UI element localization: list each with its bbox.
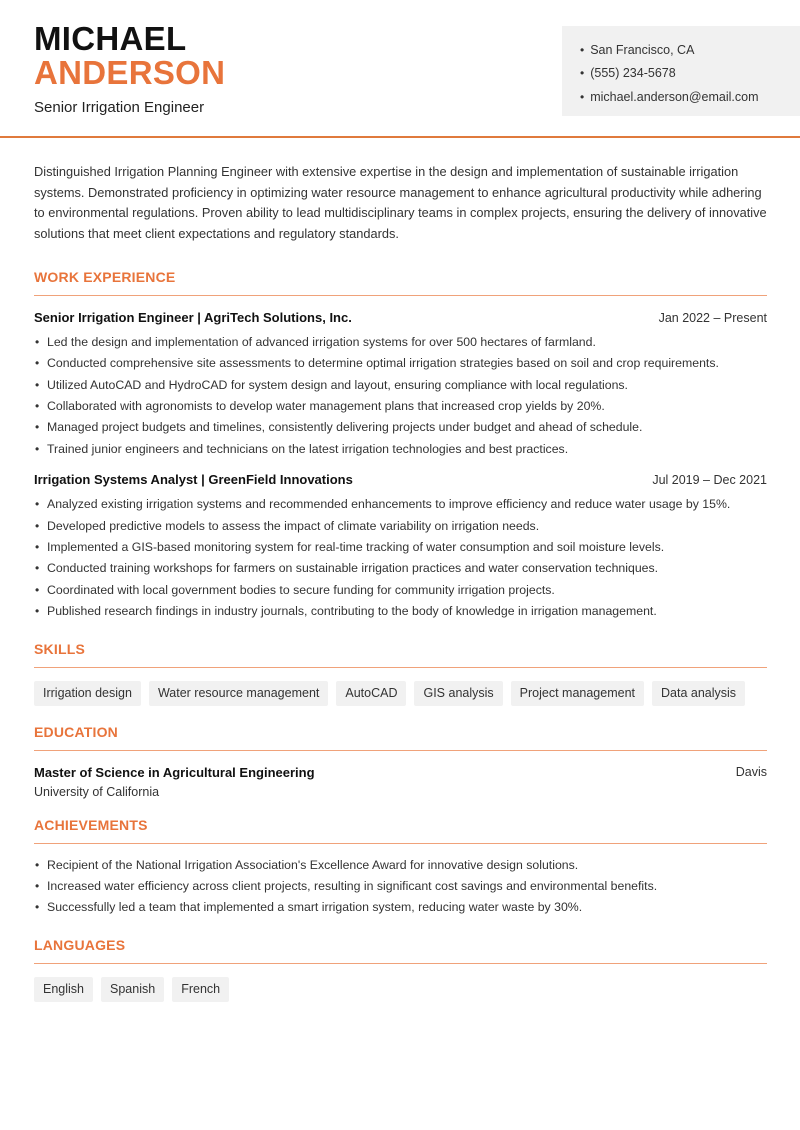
contact-email: • michael.anderson@email.com: [580, 89, 759, 104]
education-location: Davis: [735, 764, 767, 779]
job-role: Senior Irrigation Engineer | AgriTech Solutions, Inc.: [34, 309, 352, 325]
list-item: • Implemented a GIS-based monitoring system for real-time tracking of water consumption and soil moisture levels.: [34, 537, 767, 558]
job-entry: [34, 310, 767, 460]
list-item: • Recipient of the National Irrigation Association's Excellence Award for innovative design solutions.: [34, 855, 767, 876]
list-item: • Coordinated with local government bodies to secure funding for community irrigation projects.: [34, 580, 767, 601]
section-title: LANGUAGES: [34, 937, 767, 964]
resume-header: [0, 0, 800, 138]
languages-section: [34, 937, 767, 1002]
education-section: [34, 724, 767, 799]
section-title: SKILLS: [34, 641, 767, 668]
language-tag: Spanish: [101, 977, 164, 1002]
bullet-icon: •: [580, 66, 585, 81]
education-degree: Master of Science in Agricultural Engineering: [34, 764, 315, 780]
skill-tag: AutoCAD: [336, 681, 406, 706]
last-name: ANDERSON: [34, 54, 226, 91]
job-bullets: [34, 332, 767, 460]
list-item: • Developed predictive models to assess the impact of climate variability on irrigation needs.: [34, 516, 767, 537]
skill-tag: Data analysis: [652, 681, 745, 706]
list-item: • Conducted training workshops for farmers on sustainable irrigation practices and water conservation techniques.: [34, 558, 767, 579]
list-item: • Successfully led a team that implemented a smart irrigation system, reducing water waste by 30%.: [34, 897, 767, 918]
contact-box: [562, 26, 800, 116]
language-tags: [34, 977, 767, 1002]
language-tag: French: [172, 977, 229, 1002]
list-item: • Collaborated with agronomists to develop water management plans that increased crop yields by 20%.: [34, 396, 767, 417]
job-entry: [34, 472, 767, 622]
bullet-icon: •: [580, 42, 585, 57]
section-title: ACHIEVEMENTS: [34, 817, 767, 844]
list-item: • Led the design and implementation of advanced irrigation systems for over 500 hectares of farmland.: [34, 332, 767, 353]
job-bullets: [34, 494, 767, 622]
language-tag: English: [34, 977, 93, 1002]
list-item: • Trained junior engineers and technicians on the latest irrigation technologies and best practices.: [34, 439, 767, 460]
bullet-icon: •: [580, 89, 585, 104]
job-role: Irrigation Systems Analyst | GreenField Innovations: [34, 472, 353, 488]
skill-tag: Water resource management: [149, 681, 328, 706]
list-item: • Conducted comprehensive site assessments to determine optimal irrigation strategies based on soil and crop requirements.: [34, 353, 767, 374]
skill-tag: Irrigation design: [34, 681, 141, 706]
list-item: • Managed project budgets and timelines, consistently delivering projects under budget and ahead of schedule.: [34, 417, 767, 438]
skill-tag: Project management: [511, 681, 644, 706]
candidate-name: [34, 22, 225, 90]
list-item: • Analyzed existing irrigation systems and recommended enhancements to improve efficiency and reduce water usage by 15%.: [34, 494, 767, 515]
section-title: WORK EXPERIENCE: [34, 269, 767, 296]
skill-tag: GIS analysis: [414, 681, 502, 706]
list-item: • Increased water efficiency across client projects, resulting in significant cost savings and environmental benefits.: [34, 876, 767, 897]
summary-text: Distinguished Irrigation Planning Engineer with extensive expertise in the design and implementation of sustainable irrigation systems. Demonstrated proficiency in optimizing water resource management to enhance agricultural productivity while adhering to environmental regulations. Proven ability to lead multidisciplinary teams in complex projects, ensuring the delivery of innovative solutions that meet client expectations and regulatory standards.: [34, 164, 767, 242]
achievement-bullets: [34, 855, 767, 919]
job-dates: Jul 2019 – Dec 2021: [652, 473, 767, 488]
contact-location: • San Francisco, CA: [580, 42, 695, 57]
skills-section: [34, 641, 767, 706]
job-dates: Jan 2022 – Present: [658, 310, 767, 325]
list-item: • Published research findings in industry journals, contributing to the body of knowledge in irrigation management.: [34, 601, 767, 622]
education-school: University of California: [34, 784, 160, 799]
skills-tags: [34, 681, 767, 706]
section-title: EDUCATION: [34, 724, 767, 751]
job-title: Senior Irrigation Engineer: [34, 99, 205, 116]
first-name: MICHAEL: [34, 20, 187, 57]
achievements-section: [34, 817, 767, 919]
list-item: • Utilized AutoCAD and HydroCAD for system design and layout, ensuring compliance with local regulations.: [34, 375, 767, 396]
work-experience-section: [34, 269, 767, 623]
contact-phone: • (555) 234-5678: [580, 66, 676, 81]
resume-content: [34, 162, 767, 1002]
